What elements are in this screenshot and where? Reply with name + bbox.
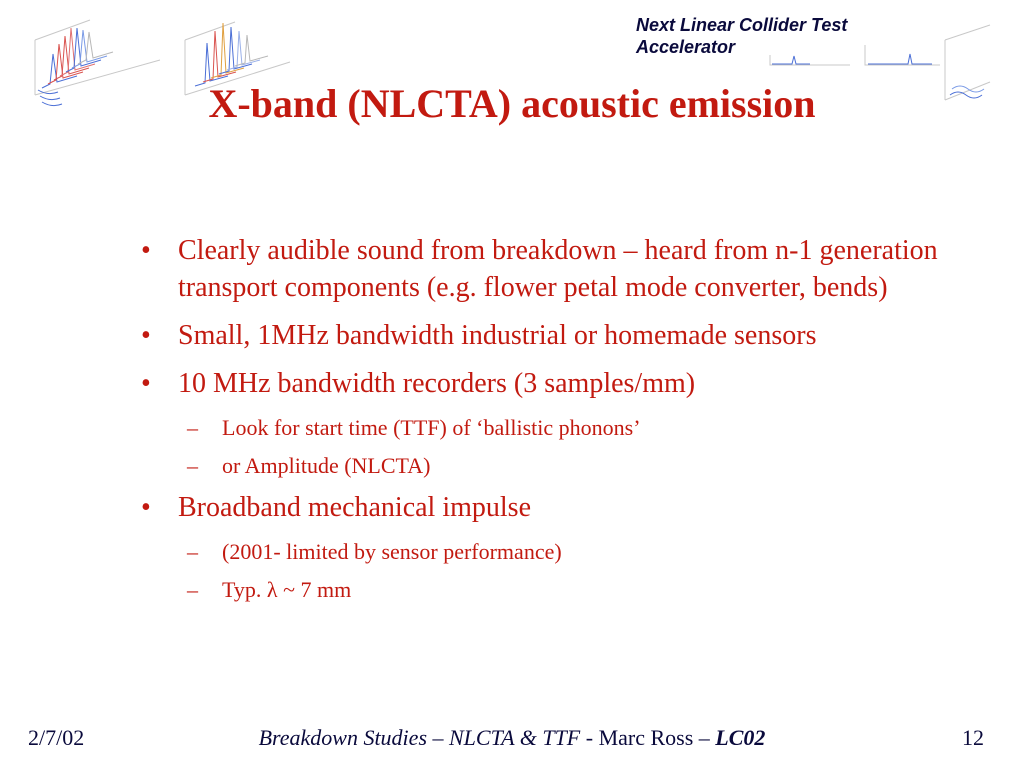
sub-bullet-marker: –: [187, 415, 198, 440]
sub-bullet-marker: –: [187, 539, 198, 564]
sub-bullet-item: [135, 537, 975, 567]
footer-date: 2/7/02: [28, 725, 85, 750]
footer-separator-2: –: [693, 725, 716, 750]
bullet-list: [135, 232, 975, 613]
org-title: [636, 14, 936, 58]
slide-footer: [0, 725, 1024, 755]
bullet-text: 10 MHz bandwidth recorders (3 samples/mm): [178, 368, 696, 399]
sub-bullet-text: Typ. λ ~ 7 mm: [222, 577, 352, 602]
sub-bullet-marker: –: [187, 577, 198, 602]
footer-talk-title: Breakdown Studies – NLCTA & TTF: [258, 725, 581, 750]
sub-bullet-text: Look for start time (TTF) of ‘ballistic phonons’: [222, 415, 641, 440]
org-title-line1: Next Linear Collider Test: [636, 15, 848, 35]
sub-bullet-marker: –: [187, 453, 198, 478]
bullet-marker: •: [141, 320, 151, 351]
sub-bullet-text: (2001- limited by sensor performance): [222, 539, 562, 564]
sub-bullet-item: [135, 575, 975, 605]
bullet-item: [135, 317, 975, 354]
slide-title: X-band (NLCTA) acoustic emission: [208, 81, 816, 126]
sub-bullet-item: [135, 451, 975, 481]
bullet-text: Broadband mechanical impulse: [178, 492, 531, 523]
bullet-marker: •: [141, 368, 151, 399]
footer-separator-1: -: [580, 725, 599, 750]
bullet-marker: •: [141, 235, 151, 266]
footer-page-number: 12: [962, 725, 984, 750]
bullet-text: Small, 1MHz bandwidth industrial or homemade sensors: [178, 320, 817, 351]
bullet-text: Clearly audible sound from breakdown – heard from n-1 generation transport components (e.g. flower petal mode converter, bends): [178, 235, 938, 303]
sub-bullet-text: or Amplitude (NLCTA): [222, 453, 431, 478]
bullet-marker: •: [141, 492, 151, 523]
org-title-line2: Accelerator: [636, 37, 736, 57]
sub-bullet-item: [135, 413, 975, 443]
footer-caption: [0, 725, 1024, 751]
footer-author: Marc Ross: [598, 725, 694, 750]
bullet-item: [135, 365, 975, 402]
bullet-item: [135, 232, 975, 306]
footer-meeting: LC02: [715, 725, 766, 750]
bullet-item: [135, 489, 975, 526]
